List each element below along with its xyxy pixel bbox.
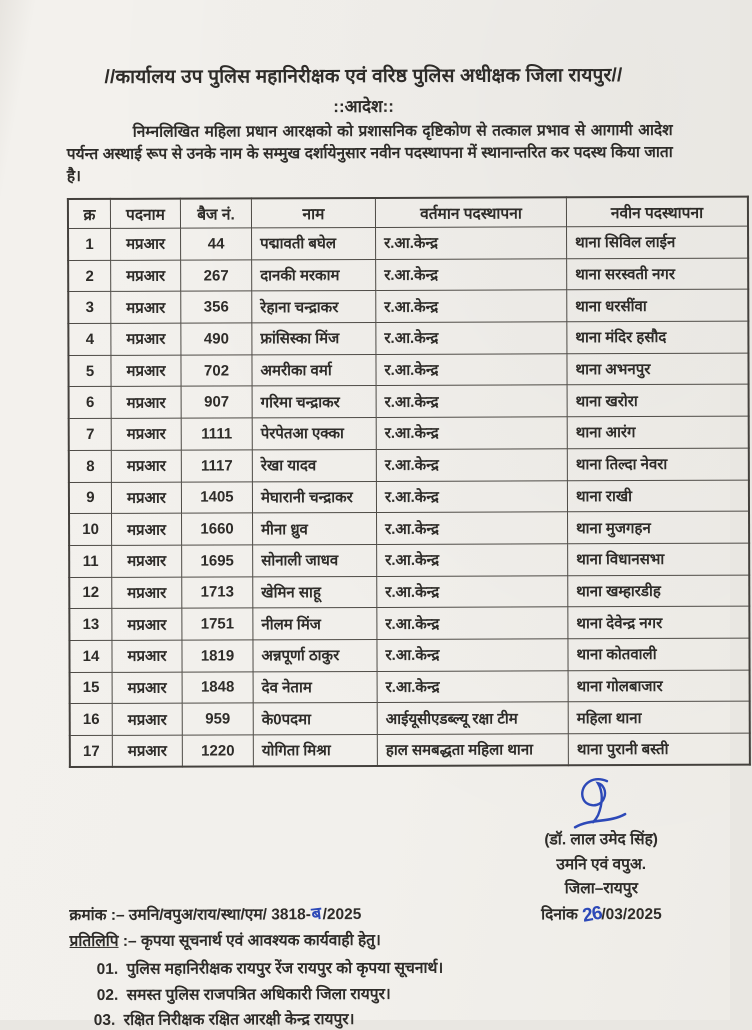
serial-cell: 12 [69,577,112,609]
name-cell: खेमिन साहू [253,576,377,608]
designation-cell: मप्रआर [112,545,182,577]
transfer-table [67,196,751,769]
designation-cell: मप्रआर [112,640,182,672]
date-rest: /03/2025 [601,905,662,923]
header-badge-no: बैज नं. [180,198,251,228]
badge-cell: 959 [182,703,253,735]
copy-to-line [69,928,380,951]
current-posting-cell: र.आ.केन्द्र [377,544,568,576]
new-posting-cell: थाना खम्हारडीह [568,575,750,607]
badge-cell: 1117 [181,450,252,482]
designation-cell: मप्रआर [111,292,181,324]
current-posting-cell: र.आ.केन्द्र [377,512,568,544]
transfer-table-body [68,226,750,767]
designation-cell: मप्रआर [111,323,181,355]
current-posting-cell: र.आ.केन्द्र [376,227,567,259]
order-heading: ::आदेश:: [333,96,394,117]
name-cell: सोनाली जाधव [253,544,377,576]
designation-cell: मप्रआर [111,418,181,450]
header-current-posting: वर्तमान पदस्थापना [375,197,566,227]
new-posting-cell: थाना सरस्वती नगर [567,258,749,290]
signatory-name: (डॉ. लाल उमेद सिंह) [544,830,658,849]
new-posting-cell: थाना गोलबाजार [568,670,750,702]
table-row [69,511,749,545]
name-cell: योगिता मिश्रा [253,734,377,766]
table-row [70,733,750,767]
designation-cell: मप्रआर [111,450,181,482]
name-cell: अन्नपूर्णा ठाकुर [253,639,377,671]
current-posting-cell: र.आ.केन्द्र [377,575,568,607]
new-posting-cell: थाना मुजगहन [568,511,750,543]
name-cell: के0पदमा [253,703,377,735]
badge-cell: 1848 [182,672,253,704]
signatory-district: जिला–रायपुर [564,880,638,898]
designation-cell: मप्रआर [111,355,181,387]
serial-cell: 13 [69,609,112,641]
signature-ink-mark [567,777,631,831]
table-row [68,353,748,387]
badge-cell: 1111 [181,418,252,450]
copy-note: कृपया सूचनार्थ एवं आवश्यक कार्यवाही हेतु। [140,931,381,950]
serial-cell: 9 [69,482,112,514]
serial-cell: 3 [68,292,111,324]
table-row [69,480,749,514]
current-posting-cell: आईयूसीएडब्ल्यू रक्षा टीम [377,702,568,734]
copy-recipient-1-number: 01. [96,960,119,978]
serial-cell: 14 [69,640,112,672]
table-row [70,701,750,735]
handwritten-date-day: 26 [580,902,604,927]
designation-cell: मप्रआर [112,735,182,767]
current-posting-cell: र.आ.केन्द्र [376,480,567,512]
current-posting-cell: र.आ.केन्द्र [376,354,567,386]
serial-cell: 4 [68,323,111,355]
badge-cell: 907 [181,386,252,418]
badge-cell: 490 [181,323,252,355]
new-posting-cell: थाना तिल्दा नेवरा [567,448,749,480]
serial-cell: 10 [69,514,112,546]
copy-recipient-3-number: 03. [93,1011,116,1029]
table-row [69,416,749,450]
serial-cell: 7 [69,419,112,451]
new-posting-cell: थाना देवेन्द्र नगर [568,606,750,638]
serial-cell: 11 [69,545,112,577]
date-label: दिनांक [541,906,578,924]
reference-prefix: क्रमांक :– उमनि/वपुअ/राय/स्था/एम/ 3818- [69,906,311,925]
current-posting-cell: र.आ.केन्द्र [376,449,567,481]
new-posting-cell: महिला थाना [568,701,750,733]
name-cell: पद्मावती बघेल [252,227,376,259]
new-posting-cell: थाना सिविल लाईन [567,226,749,258]
reference-number-line [69,901,361,925]
signature-date-line [471,902,731,929]
new-posting-cell: थाना विधानसभा [568,543,750,575]
header-name: नाम [251,198,375,228]
current-posting-cell: र.आ.केन्द्र [376,290,567,322]
serial-cell: 6 [69,387,112,419]
current-posting-cell: र.आ.केन्द्र [376,322,567,354]
transfer-table-header [68,197,748,229]
table-row [70,670,750,704]
new-posting-cell: थाना खरोरा [567,385,749,417]
badge-cell: 1220 [182,735,253,767]
table-row [68,258,748,292]
copy-recipient-3 [94,1007,355,1030]
table-row [69,575,749,609]
name-cell: अमरीका वर्मा [252,354,376,386]
table-row [69,638,749,672]
badge-cell: 356 [181,291,252,323]
name-cell: पेरपेतआ एक्का [252,418,376,450]
new-posting-cell: थाना धरसींवा [567,290,749,322]
copy-recipient-1 [97,956,444,979]
designation-cell: मप्रआर [112,608,182,640]
serial-cell: 15 [70,672,113,704]
office-title: //कार्यालय उप पुलिस महानिरीक्षक एवं वरिष्ठ पुलिस अधीक्षक जिला रायपुर// [104,65,623,88]
header-designation: पदनाम [110,199,180,229]
signatory-designation: उमनि एवं वपुअ. [556,855,647,873]
designation-cell: मप्रआर [111,482,181,514]
new-posting-cell: थाना पुरानी बस्ती [568,733,750,765]
copy-label: प्रतिलिपि [69,932,119,951]
designation-cell: मप्रआर [111,228,181,260]
current-posting-cell: र.आ.केन्द्र [377,639,568,671]
designation-cell: मप्रआर [112,672,182,704]
copy-recipient-1-text: पुलिस महानिरीक्षक रायपुर रेंज रायपुर को कृपया सूचनार्थ। [126,959,444,978]
badge-cell: 1713 [182,576,253,608]
serial-cell: 2 [68,260,111,292]
order-intro-paragraph: निम्नलिखित महिला प्रधान आरक्षको को प्रशासनिक दृष्टिकोण से तत्काल प्रभाव से आगामी आदेश पर्यन्त अस्थाई रूप से उनके नाम के सम्मुख दर्शायेनुसार नवीन पदस्थापना में स्थानान्तरित कर पदस्थ किया जाता है। [66,121,673,185]
table-row [68,290,748,324]
designation-cell: मप्रआर [112,577,182,609]
name-cell: देव नेताम [253,671,377,703]
current-posting-cell: र.आ.केन्द्र [377,670,568,702]
designation-cell: मप्रआर [111,387,181,419]
handwritten-reference-letter: ब [310,903,323,924]
designation-cell: मप्रआर [112,703,182,735]
badge-cell: 1405 [181,481,252,513]
current-posting-cell: र.आ.केन्द्र [376,385,567,417]
name-cell: गरिमा चन्द्राकर [252,386,376,418]
serial-cell: 1 [68,228,111,260]
name-cell: दानकी मरकाम [252,259,376,291]
name-cell: मेघारानी चन्द्राकर [252,481,376,513]
serial-cell: 8 [69,450,112,482]
name-cell: मीना ध्रुव [253,513,377,545]
copy-recipient-2 [97,982,391,1005]
table-row [69,606,749,640]
new-posting-cell: थाना मंदिर हसौद [567,321,749,353]
new-posting-cell: थाना कोतवाली [568,638,750,670]
new-posting-cell: थाना राखी [567,480,749,512]
serial-cell: 5 [68,355,111,387]
table-row [69,448,749,482]
name-cell: फ्रांसिस्का मिंज [252,323,376,355]
badge-cell: 267 [181,260,252,292]
header-serial: क्र [68,199,111,229]
designation-cell: मप्रआर [111,260,181,292]
name-cell: रेहाना चन्द्राकर [252,291,376,323]
serial-cell: 17 [70,735,113,767]
current-posting-cell: हाल समबद्धता महिला थाना [377,734,568,766]
serial-cell: 16 [70,704,113,736]
current-posting-cell: र.आ.केन्द्र [376,417,567,449]
header-new-posting: नवीन पदस्थापना [566,197,748,227]
copy-recipient-2-number: 02. [96,986,119,1004]
signature-block [471,828,731,928]
badge-cell: 44 [181,228,252,260]
table-row [69,543,749,577]
new-posting-cell: थाना आरंग [567,416,749,448]
current-posting-cell: र.आ.केन्द्र [376,258,567,290]
copy-separator: :– [118,932,141,950]
table-row [69,385,749,419]
copy-recipient-3-text: रक्षित निरीक्षक रक्षित आरक्षी केन्द्र रायपुर। [123,1011,355,1029]
badge-cell: 702 [181,355,252,387]
designation-cell: मप्रआर [112,513,182,545]
new-posting-cell: थाना अभनपुर [567,353,749,385]
copy-recipient-2-text: समस्त पुलिस राजपत्रित अधिकारी जिला रायपुर। [126,985,391,1004]
badge-cell: 1660 [182,513,253,545]
badge-cell: 1751 [182,608,253,640]
table-row [68,226,748,260]
badge-cell: 1819 [182,640,253,672]
reference-suffix: /2025 [322,906,362,924]
name-cell: रेखा यादव [252,449,376,481]
current-posting-cell: र.आ.केन्द्र [377,607,568,639]
header-row [68,197,748,229]
badge-cell: 1695 [182,545,253,577]
name-cell: नीलम मिंज [253,608,377,640]
table-row [68,321,748,355]
